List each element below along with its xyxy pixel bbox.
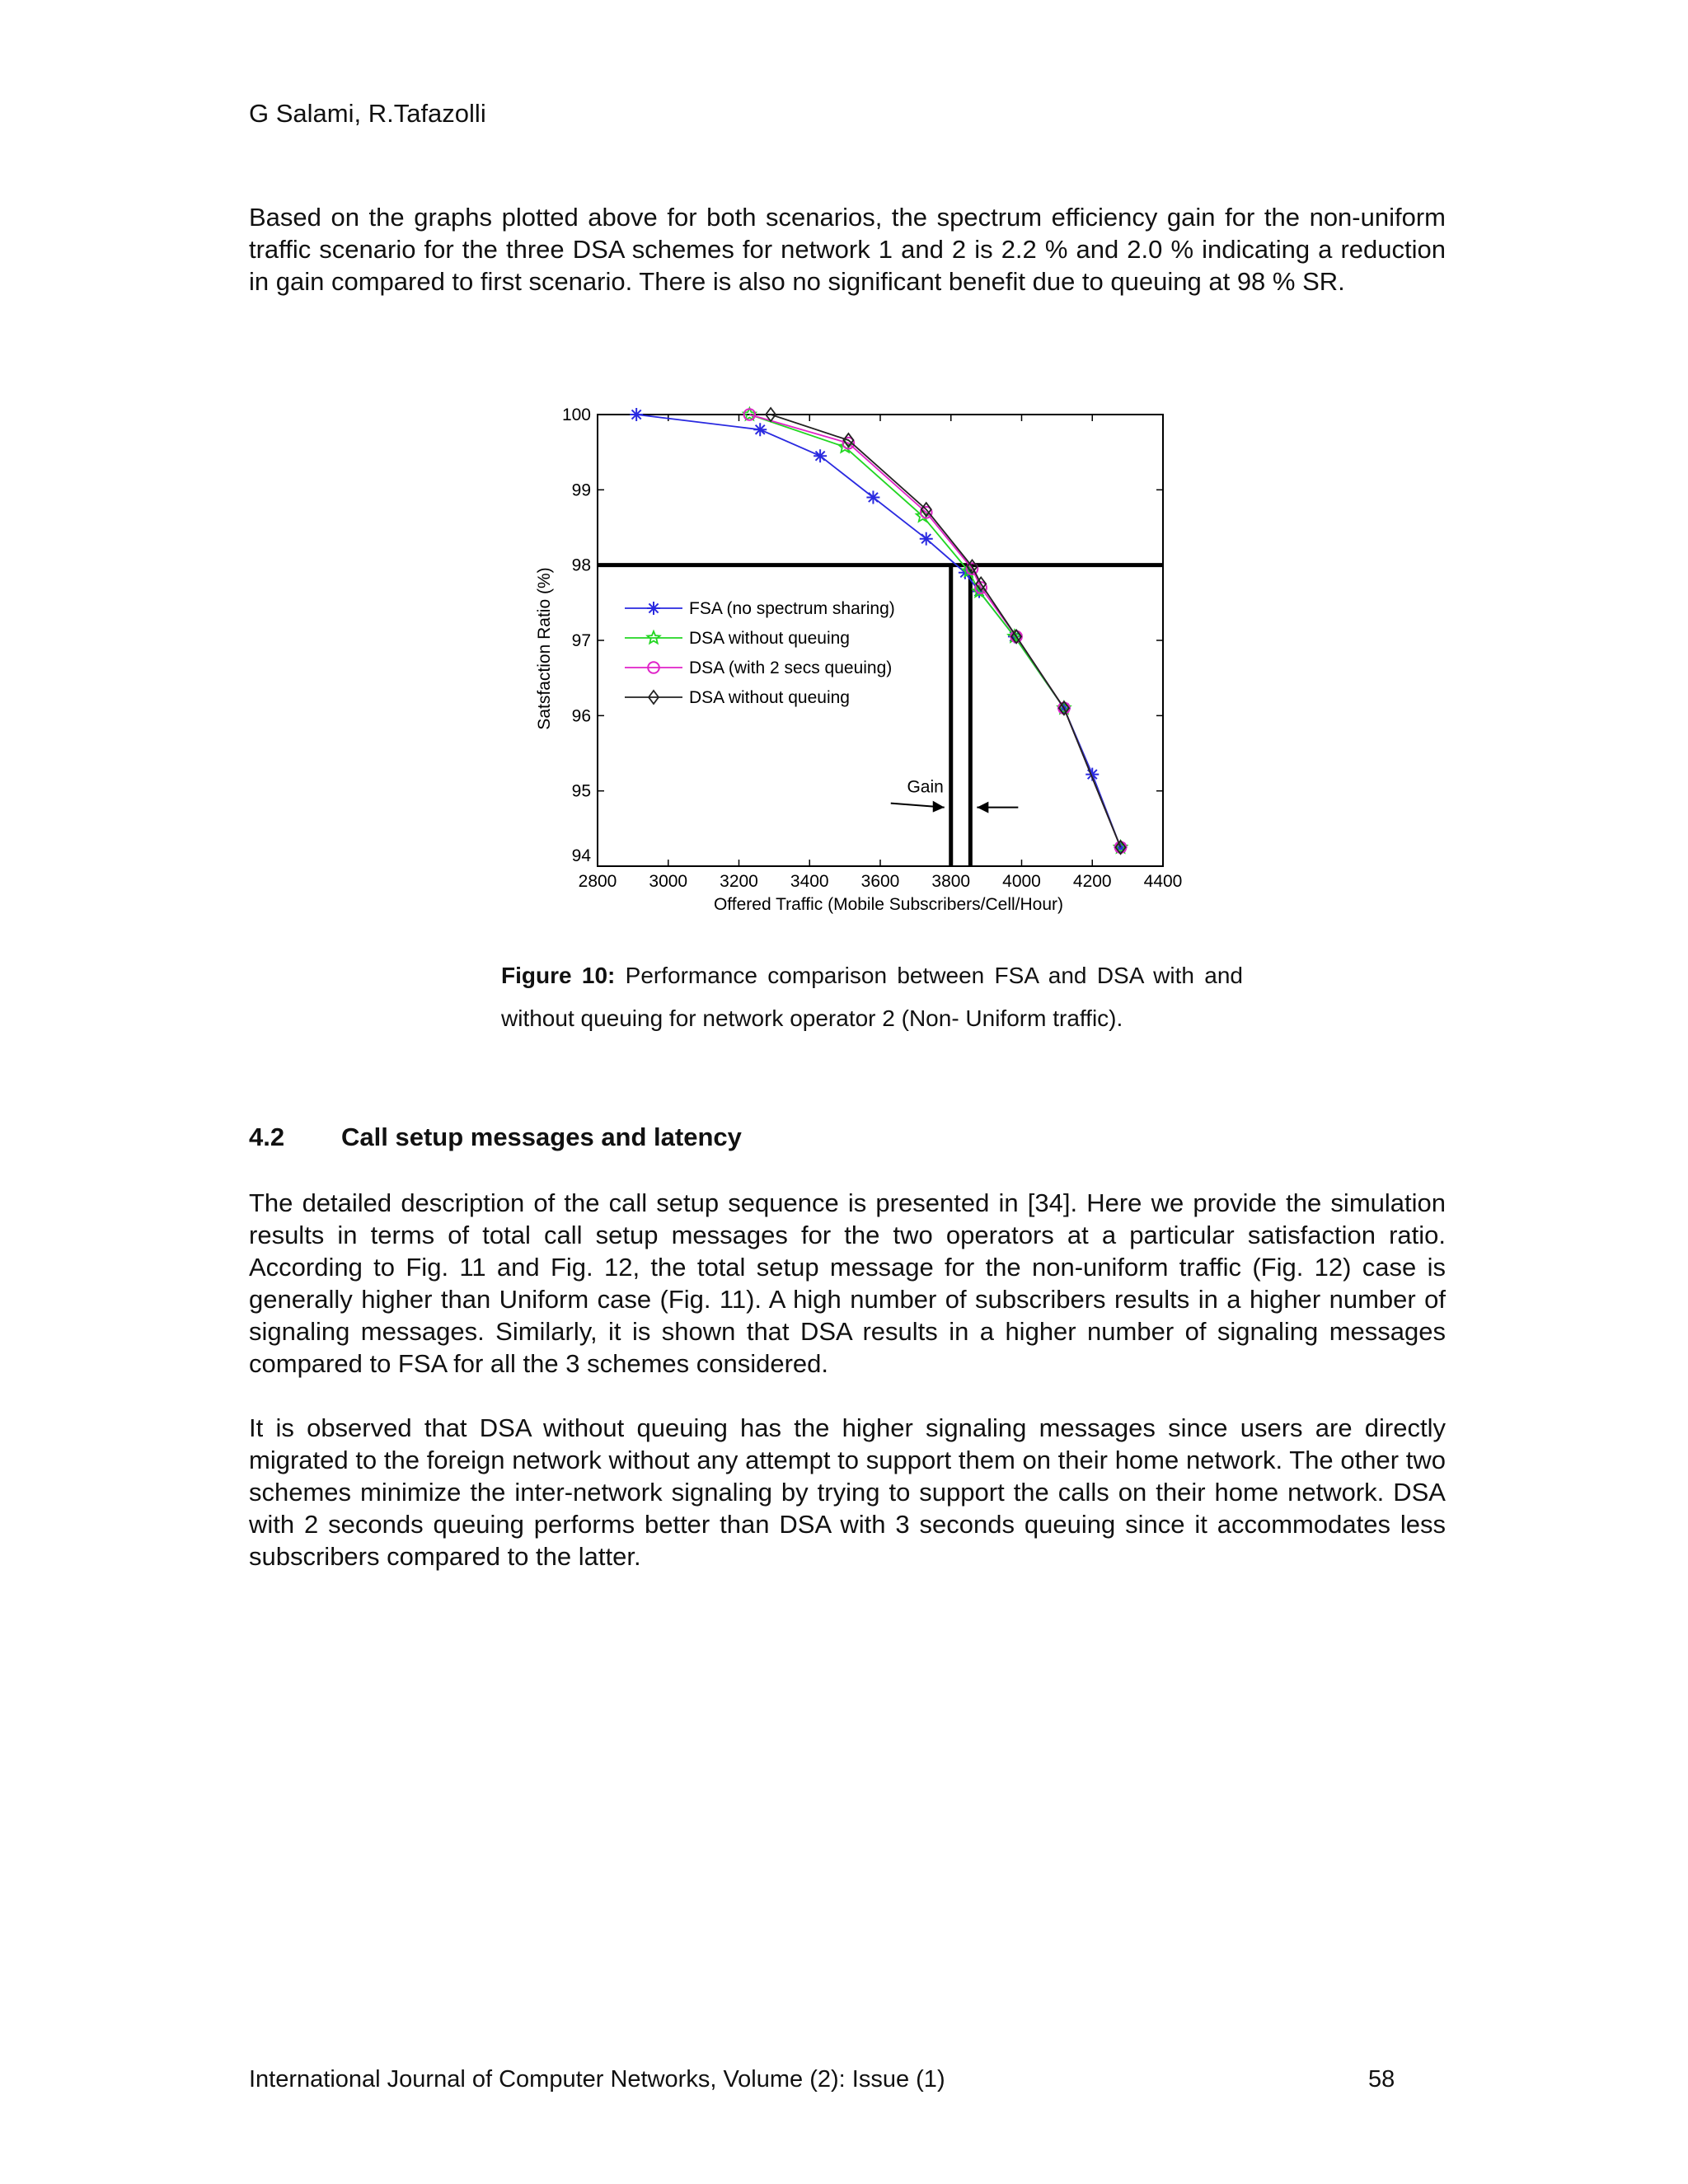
figure-caption-label: Figure 10: [501,963,616,988]
gain-arrow-right-head [977,802,988,813]
data-point [630,408,643,421]
paragraph-signaling: It is observed that DSA without queuing has the higher signaling messages since users are directly migrated to the foreign network without any attempt to support them on their home network. The other two schemes minimize the inter-network signaling by trying to support the calls on their home network. DSA with 2 seconds queuing performs better than DSA with 3 seconds queuing since it accommodates less subscribers compared to the latter. [249,1413,1446,1571]
legend-label: DSA without queuing [689,688,850,707]
x-tick-label: 3800 [931,872,971,891]
footer-page-number: 58 [1368,2066,1395,2093]
x-axis-label: Offered Traffic (Mobile Subscribers/Cell/Hour) [713,895,1064,914]
x-tick-label: 2800 [578,872,617,891]
legend-entry [625,599,895,618]
y-tick-label: 97 [571,631,591,650]
data-point [814,449,827,462]
x-tick-label: 3600 [860,872,900,891]
x-tick-label: 3000 [649,872,688,891]
plot-frame [598,415,1163,866]
chart-annotations [891,778,1019,813]
section-number: 4.2 [249,1122,285,1151]
legend-entry [625,688,850,707]
x-tick-label: 4200 [1072,872,1112,891]
x-tick-label: 3200 [720,872,758,891]
section-title: Call setup messages and latency [341,1122,742,1151]
x-tick-label: 3400 [790,872,829,891]
legend-entry [625,629,850,648]
y-axis-label: Satsfaction Ratio (%) [535,567,554,730]
footer-journal: International Journal of Computer Networks, Volume (2): Issue (1) [249,2066,945,2093]
y-tick-label: 94 [571,846,591,865]
figure-caption-text: Performance comparison between FSA and DSA with and without queuing for network operator 2 (Non- Uniform traffic). [501,963,1243,1031]
data-point [866,490,879,504]
y-tick-label: 100 [561,405,591,424]
paragraph-call-setup: The detailed description of the call setup sequence is presented in [34]. Here we provide the simulation results in terms of total call setup messages for the two operators at a particular satisfaction ratio. According to Fig. 11 and Fig. 12, the total setup message for the non-uniform traffic (Fig. 12) case is generally higher than Uniform case (Fig. 11). A high number of subscribers results in a higher number of signaling messages. Similarly, it is shown that DSA results in a higher number of signaling messages compared to FSA for all the 3 schemes considered. [249,1188,1446,1378]
y-tick-label: 99 [571,480,591,500]
y-tick-label: 96 [571,706,591,726]
figure-caption [501,954,1243,1040]
x-tick-label: 4400 [1143,872,1183,891]
legend-label: DSA (with 2 secs queuing) [689,658,893,677]
data-point [753,423,767,436]
data-point [647,602,660,615]
section-heading [249,1122,742,1152]
legend-label: FSA (no spectrum sharing) [689,599,895,618]
y-tick-label: 95 [571,781,591,801]
legend-label: DSA without queuing [689,629,850,648]
chart-legend [625,599,895,707]
legend-entry [625,658,892,677]
running-header-authors: G Salami, R.Tafazolli [249,99,486,128]
data-point [920,532,933,546]
gain-label: Gain [907,777,944,797]
gain-arrow-left-head [933,801,945,813]
y-tick-label: 98 [571,555,591,575]
paragraph-intro: Based on the graphs plotted above for both scenarios, the spectrum efficiency gain for the non-uniform traffic scenario for the three DSA schemes for network 1 and 2 is 2.2 % and 2.0 % indicating a reduction in gain compared to first scenario. There is also no significant benefit due to queuing at 98 % SR. [249,203,1446,296]
x-tick-label: 4000 [1002,872,1041,891]
